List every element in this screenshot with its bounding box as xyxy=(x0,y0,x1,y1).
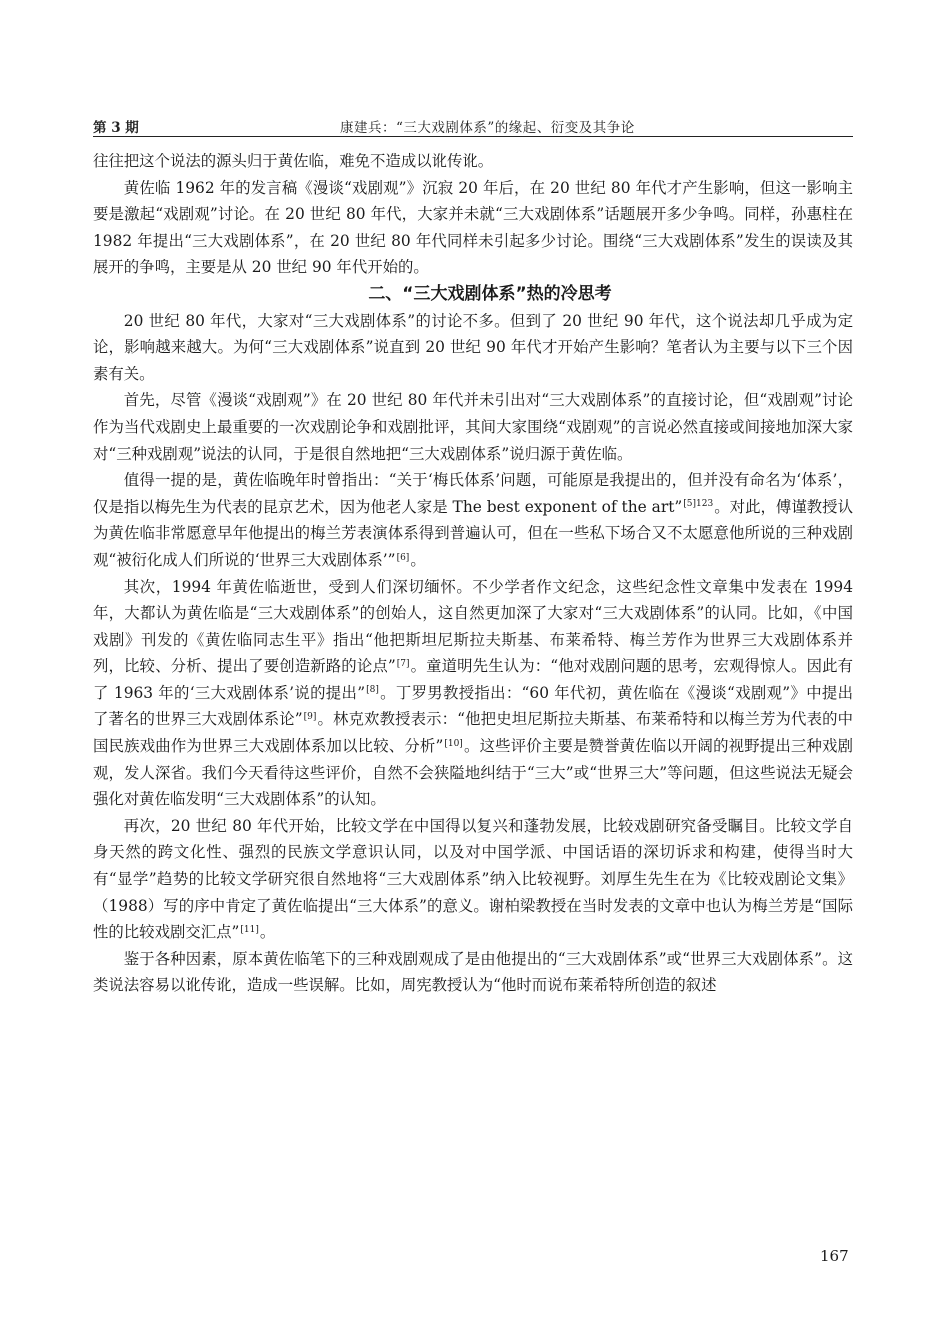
citation-ref: [9] xyxy=(303,712,317,723)
paragraph: 鉴于各种因素，原本黄佐临笔下的三种戏剧观成了是由他提出的“三大戏剧体系”或“世界三大戏剧体系”。这类说法容易以讹传讹，造成一些误解。比如，周宪教授认为“他时而说布莱希特所创造的叙述 xyxy=(93,949,853,995)
paragraph xyxy=(93,574,853,813)
section-heading: 二、“三大戏剧体系”热的冷思考 xyxy=(368,283,612,304)
text-run: 。 xyxy=(259,923,276,942)
paragraph xyxy=(93,813,853,946)
page-number: 167 xyxy=(820,1247,849,1265)
text-run: 。对此，傅谨教授认为黄佐临非常愿意早年他提出的梅兰芳表演体系得到普遍认可，但在一些私下场合又不太愿意他所说的三种戏剧观“被衍化成人们所说的‘世界三大戏剧体系’” xyxy=(93,497,853,569)
text-run: 值得一提的是，黄佐临晚年时曾指出：“关于‘梅氏体系’问题，可能原是我提出的，但并没有命名为‘体系’，仅是指以梅先生为代表的昆京艺术，因为他老人家是 The best exponent of the art” xyxy=(93,471,853,516)
citation-ref: [5]123 xyxy=(683,499,714,510)
paragraph: 黄佐临 1962 年的发言稿《漫谈“戏剧观”》沉寂 20 年后，在 20 世纪 80 年代才产生影响，但这一影响主要是激起“戏剧观”讨论。在 20 世纪 80 年代，大家并未就“三大戏剧体系”话题展开多少争鸣。同样，孙惠柱在 1982 年提出“三大戏剧体系”，在 20 世纪 80 年代同样未引起多少讨论。围绕“三大戏剧体系”发生的误读及其展开的争鸣，主要是从 20 世纪 90 年代开始的。 xyxy=(93,178,853,277)
text-run: 再次，20 世纪 80 年代开始，比较文学在中国得以复兴和蓬勃发展，比较戏剧研究备受瞩目。比较文学自身天然的跨文化性、强烈的民族文学意识认同，以及对中国学派、中国话语的深切诉求和构建，使得当时大有“显学”趋势的比较文学研究很自然地将“三大戏剧体系”纳入比较视野。刘厚生先生在为《比较戏剧论文集》（1988）写的序中肯定了黄佐临提出“三大体系”的意义。谢柏梁教授在当时发表的文章中也认为梅兰芳是“国际性的比较戏剧交汇点” xyxy=(93,816,853,942)
citation-ref: [11] xyxy=(240,924,259,935)
article-body xyxy=(93,148,853,999)
paragraph-continued: 往往把这个说法的源头归于黄佐临，难免不造成以讹传讹。 xyxy=(93,152,494,170)
text-run: 。这些评价主要是赞誉黄佐临以开阔的视野提出三种戏剧观，发人深省。我们今天看待这些评价，自然不会狭隘地纠结于“三大”或“世界三大”等问题，但这些说法无疑会强化对黄佐临发明“三大戏剧体系”的认知。 xyxy=(93,737,853,809)
issue-number: 第 3 期 xyxy=(93,120,139,136)
text-run: 。林克欢教授表示：“他把史坦尼斯拉夫斯基、布莱希特和以梅兰芳为代表的中国民族戏曲作为世界三大戏剧体系加以比较、分析” xyxy=(93,710,854,756)
text-run: 。童道明先生认为：“他对戏剧问题的思考，宏观得惊人。因此有了 1963 年的‘三大戏剧体系’说的提出” xyxy=(93,657,854,702)
text-run: 。 xyxy=(410,550,426,569)
citation-ref: [6] xyxy=(396,552,410,563)
page-header xyxy=(93,112,853,134)
citation-ref: [7] xyxy=(396,658,410,669)
citation-ref: [8] xyxy=(366,685,379,696)
paragraph: 首先，尽管《漫谈“戏剧观”》在 20 世纪 80 年代并未引出对“三大戏剧体系”的直接讨论，但“戏剧观”讨论作为当代戏剧史上最重要的一次戏剧论争和戏剧批评，其间大家围绕“戏剧观”的言说必然直接或间接地加深大家对“三种戏剧观”说法的认同，于是很自然地把“三大戏剧体系”说归源于黄佐临。 xyxy=(93,391,853,463)
paragraph xyxy=(93,467,853,573)
paragraph: 20 世纪 80 年代，大家对“三大戏剧体系”的讨论不多。但到了 20 世纪 90 年代，这个说法却几乎成为定论，影响越来越大。为何“三大戏剧体系”说直到 20 世纪 90 年代才开始产生影响？笔者认为主要与以下三个因素有关。 xyxy=(93,311,853,383)
text-run: 。丁罗男教授指出：“60 年代初，黄佐临在《漫谈“戏剧观”》中提出了著名的世界三大戏剧体系论” xyxy=(93,683,853,729)
citation-ref: [10] xyxy=(444,738,463,749)
running-title: 康建兵：“三大戏剧体系”的缘起、衍变及其争论 xyxy=(340,120,635,136)
text-run: 其次，1994 年黄佐临逝世，受到人们深切缅怀。不少学者作文纪念，这些纪念性文章集中发表在 1994 年，大都认为黄佐临是“三大戏剧体系”的创始人，这自然更加深了大家对“三大戏剧体系”的认同。比如，《中国戏剧》刊发的《黄佐临同志生平》指出“他把斯坦尼斯拉夫斯基、布莱希特、梅兰芳作为世界三大戏剧体系并列，比较、分析、提出了要创造新路的论点” xyxy=(93,577,853,676)
header-rule xyxy=(93,136,853,137)
